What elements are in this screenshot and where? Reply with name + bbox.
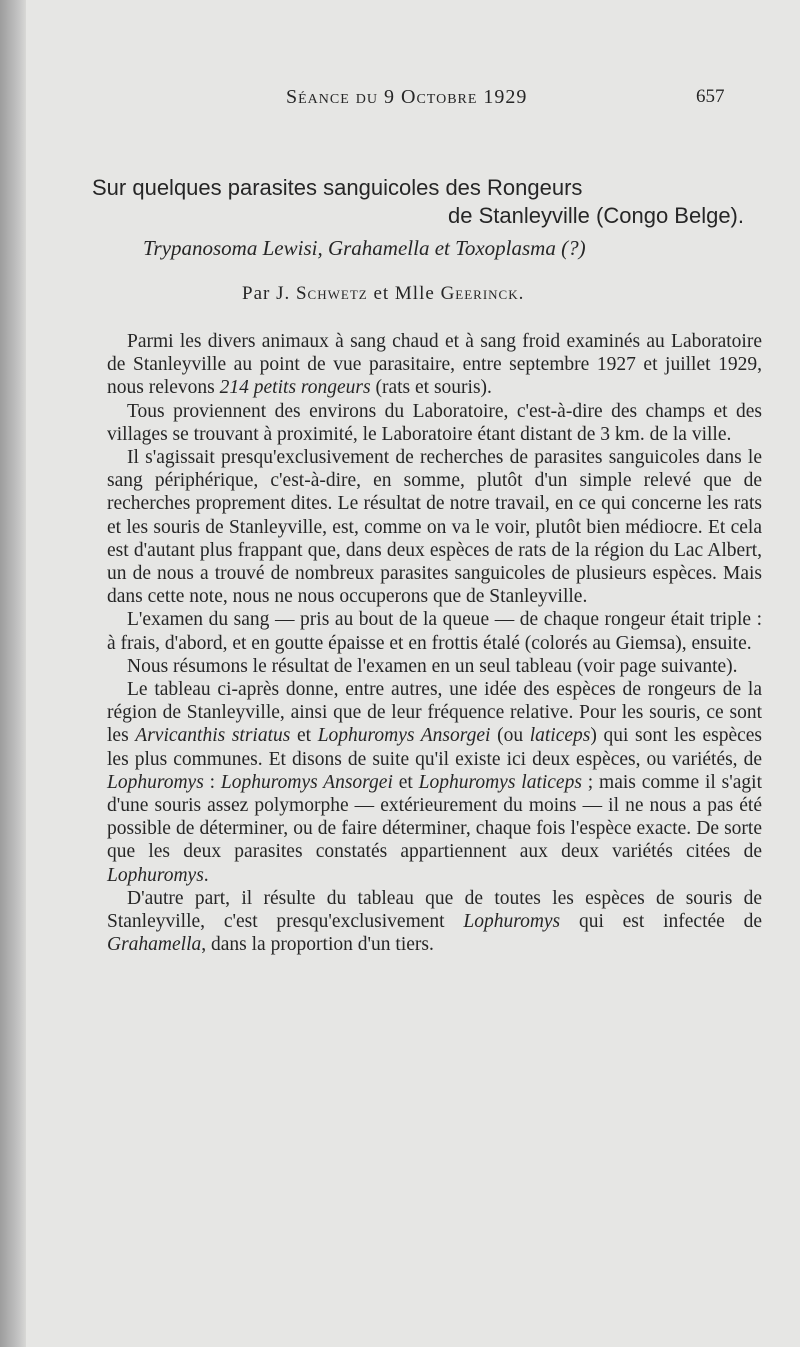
p6-text-e: :	[203, 771, 221, 793]
p6-text-h: .	[203, 864, 209, 886]
author-geerinck: Geerinck.	[440, 283, 525, 304]
p6-text-b: et	[290, 725, 318, 747]
p1-text-a: Parmi les divers animaux à sang chaud et à sang froid examinés au Laboratoire de Stanleyville au point de vue parasitaire, entre septembre 1927 et juillet 1929, nous relevons	[107, 331, 762, 399]
p6-text-c: (ou	[490, 725, 530, 747]
p6-text-g: ; mais comme il s'agit d'une souris assez polymorphe — extérieurement du moins — il ne nous a pas été possible de déterminer, ou de faire déterminer, chaque fois l'espèce exacte. De sorte que les deux parasites constatés appartiennent aux deux variétés citées de	[107, 771, 762, 863]
paragraph-4: L'examen du sang — pris au bout de la queue — de chaque rongeur était triple : à frais, d'abord, et en goutte épaisse et en frottis étalé (colorés au Giemsa), ensuite.	[107, 609, 762, 654]
paragraph-5: Nous résumons le résultat de l'examen en un seul tableau (voir page suivante).	[127, 655, 738, 677]
running-head: Séance du 9 Octobre 1929	[286, 86, 528, 108]
p6-species-laticeps: laticeps	[529, 725, 591, 747]
authors-prefix: Par J.	[242, 283, 291, 304]
p7-text-b: qui est infectée de	[560, 911, 763, 933]
p7-genus-grahamella: Grahamella	[107, 934, 202, 956]
p7-text-a: D'autre part, il résulte du tableau que de toutes les espèces de souris de Stanleyville, c'est presqu'exclusivement	[107, 887, 762, 933]
p6-genus-lophuromys: Lophuromys	[107, 771, 204, 793]
p7-genus-lophuromys: Lophuromys	[463, 911, 561, 933]
p6-species-laticeps-2: Lophuromys laticeps	[418, 771, 582, 793]
paragraph-7	[107, 887, 762, 957]
authors-conjunction: et Mlle	[373, 283, 435, 304]
paragraph-3: Il s'agissait presqu'exclusivement de recherches de parasites sanguicoles dans le sang périphérique, c'est-à-dire, en somme, plutôt d'un simple relevé que de recherches proprement dites. Le résultat de notre travail, en ce qui concerne les rats et les souris de Stanleyville, est, comme on va le voir, plutôt bien médiocre. Et cela est d'autant plus frappant que, dans deux espèces de rats de la région du Lac Albert, un de nous a trouvé de nombreux parasites sanguicoles de plusieurs espèces. Mais dans cette note, nous ne nous occuperons que de Stanleyville.	[107, 447, 762, 608]
article-body	[107, 330, 762, 956]
p6-text-a: Le tableau ci-après donne, entre autres, une idée des espèces de rongeurs de la région de Stanleyville, ainsi que de leur fréquence relative. Pour les souris, ce sont les	[107, 679, 762, 747]
page-number: 657	[696, 86, 725, 107]
p6-text-f: et	[392, 771, 419, 793]
article-title	[92, 174, 752, 230]
page-header	[26, 86, 800, 116]
paragraph-6	[107, 678, 762, 887]
article-title-line1: Sur quelques parasites sanguicoles des Rongeurs	[92, 175, 583, 200]
article-subtitle: Trypanosoma Lewisi, Grahamella et Toxoplasma (?)	[143, 236, 586, 260]
p1-text-b: (rats et souris).	[370, 377, 492, 399]
p6-species-ansorgei: Lophuromys Ansorgei	[317, 725, 491, 747]
paragraph-2: Tous proviennent des environs du Laboratoire, c'est-à-dire des champs et des villages se trouvant à proximité, le Laboratoire étant distant de 3 km. de la ville.	[107, 400, 762, 445]
p6-species-arvicanthis: Arvicanthis striatus	[135, 725, 291, 747]
author-schwetz: Schwetz	[295, 283, 368, 304]
p7-text-c: , dans la proportion d'un tiers.	[201, 934, 434, 956]
p6-genus-lophuromys-2: Lophuromys	[107, 864, 204, 886]
article-title-line2: de Stanleyville (Congo Belge).	[448, 203, 744, 228]
p6-species-ansorgei-2: Lophuromys Ansorgei	[220, 771, 393, 793]
p1-emphasis: 214 petits rongeurs	[219, 377, 371, 399]
article-authors	[242, 283, 524, 305]
book-spine-shadow	[0, 0, 26, 1347]
p6-text-d: ) qui sont les espèces les plus communes. Et disons de suite qu'il existe ici deux espèces, ou variétés, de	[107, 725, 762, 770]
paragraph-1	[107, 330, 762, 400]
